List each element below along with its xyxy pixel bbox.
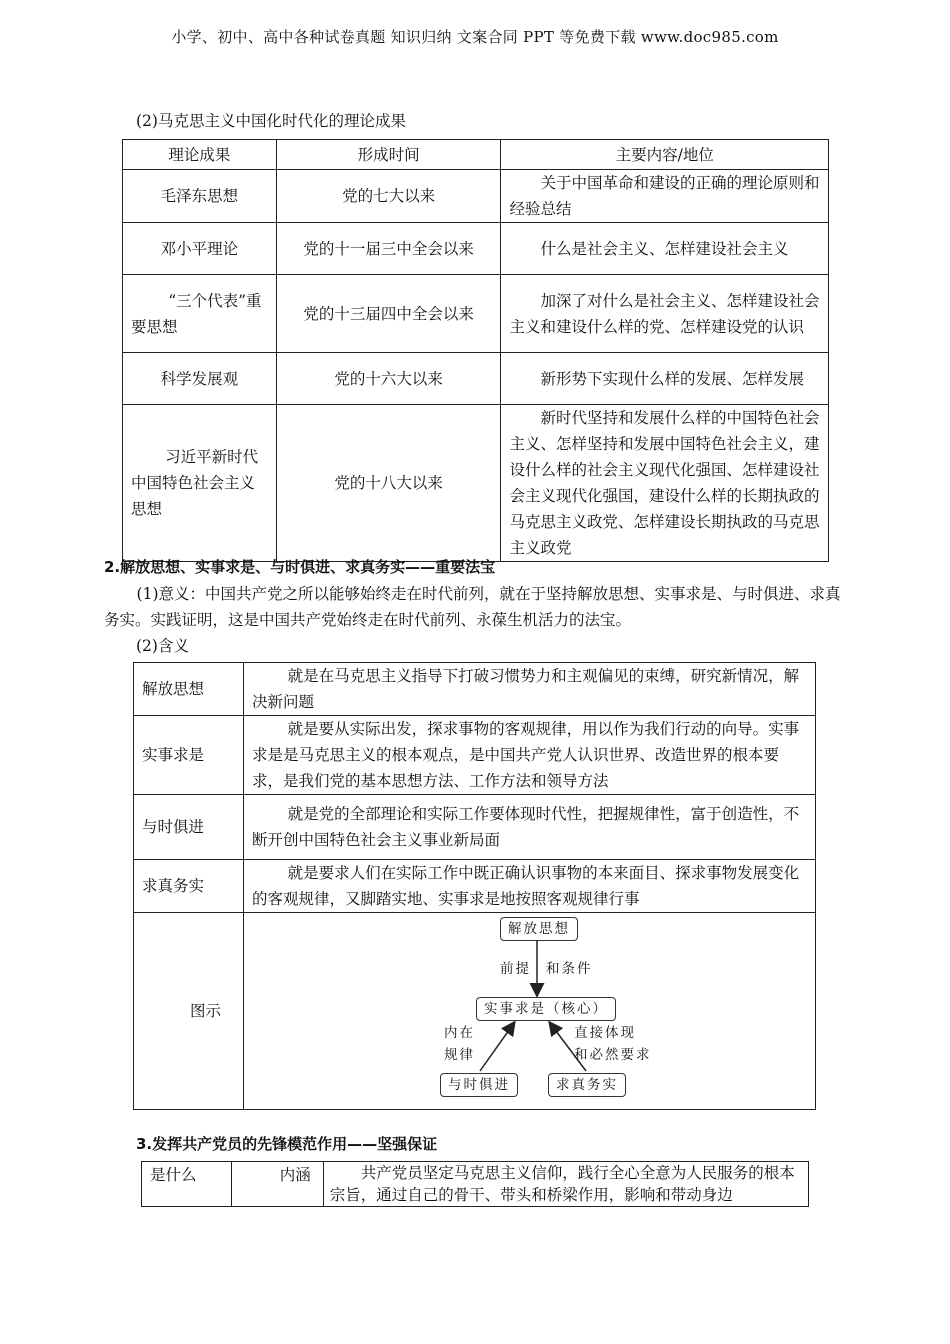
relationship-diagram [244, 913, 815, 1109]
theory-content: 关于中国革命和建设的正确的理论原则和经验总结 [501, 170, 829, 223]
formation-time: 党的十八大以来 [276, 405, 501, 562]
row-label-connotation: 内涵 [231, 1162, 323, 1207]
node-liberate-thought: 解放思想 [500, 917, 578, 941]
table-row [123, 275, 829, 353]
arrow-left-to-mid [480, 1023, 514, 1071]
node-pragmatic: 求真务实 [548, 1073, 626, 1097]
subsection-title-meaning: (2)含义 [136, 637, 189, 655]
theory-name: “三个代表”重要思想 [123, 275, 277, 353]
table-row [142, 1162, 809, 1207]
concept-text: 就是党的全部理论和实际工作要体现时代性，把握规律性，富于创造性，不断开创中国特色社会主义事业新局面 [244, 795, 816, 860]
theory-content: 新形势下实现什么样的发展、怎样发展 [501, 353, 829, 405]
node-keep-pace: 与时俱进 [440, 1073, 518, 1097]
table-row [123, 405, 829, 562]
concept-text: 就是要求人们在实际工作中既正确认识事物的本来面目、探求事物发展变化的客观规律，又脚踏实地、实事求是地按照客观规律行事 [244, 860, 816, 913]
section-heading-3: 3.发挥共产党员的先锋模范作用——坚强保证 [136, 1135, 438, 1153]
diagram-cell [244, 913, 816, 1110]
formation-time: 党的十三届四中全会以来 [276, 275, 501, 353]
subsection-title-theory: (2)马克思主义中国化时代化的理论成果 [136, 112, 406, 130]
table-row [123, 223, 829, 275]
table-row [123, 170, 829, 223]
meaning-paragraph: (1)意义：中国共产党之所以能够始终走在时代前列，就在于坚持解放思想、实事求是、与时俱进、求真务实。实践证明，这是中国共产党始终走在时代前列、永葆生机活力的法宝。 [104, 585, 841, 629]
theory-name: 毛泽东思想 [123, 170, 277, 223]
formation-time: 党的七大以来 [276, 170, 501, 223]
table-header-row [123, 140, 829, 170]
concept-text: 就是要从实际出发，探求事物的客观规律，用以作为我们行动的向导。实事求是是马克思主义的根本观点，是中国共产党人认识世界、改造世界的根本要求，是我们党的基本思想方法、工作方法和领导方法 [244, 716, 816, 795]
formation-time: 党的十六大以来 [276, 353, 501, 405]
label-direct: 直接体现 [574, 1025, 636, 1041]
header-cell: 理论成果 [123, 140, 277, 170]
concept-label: 与时俱进 [134, 795, 244, 860]
theory-name: 习近平新时代中国特色社会主义思想 [123, 405, 277, 562]
table-row [134, 860, 816, 913]
label-law: 规律 [444, 1047, 475, 1063]
connotation-text: 共产党员坚定马克思主义信仰，践行全心全意为人民服务的根本宗旨，通过自己的骨干、带头和桥梁作用，影响和带动身边 [323, 1162, 808, 1207]
concept-label: 实事求是 [134, 716, 244, 795]
table-row [123, 353, 829, 405]
concept-text: 就是在马克思主义指导下打破习惯势力和主观偏见的束缚，研究新情况，解决新问题 [244, 663, 816, 716]
label-requirement: 和必然要求 [574, 1047, 652, 1063]
table-row [134, 795, 816, 860]
theory-table [122, 139, 829, 562]
theory-content: 加深了对什么是社会主义、怎样建设社会主义和建设什么样的党、怎样建设党的认识 [501, 275, 829, 353]
page-header: 小学、初中、高中各种试卷真题 知识归纳 文案合同 PPT 等免费下载 www.doc985.com [171, 28, 779, 46]
party-member-table [141, 1161, 809, 1207]
theory-name: 科学发展观 [123, 353, 277, 405]
theory-content: 新时代坚持和发展什么样的中国特色社会主义、怎样坚持和发展中国特色社会主义，建设什么样的社会主义现代化强国、怎样建设社会主义现代化强国，建设什么样的长期执政的马克思主义政党、怎样建设长期执政的马克思主义政党 [501, 405, 829, 562]
table-row [134, 716, 816, 795]
diagram-label: 图示 [134, 913, 244, 1110]
meaning-table [133, 662, 816, 1110]
theory-name: 邓小平理论 [123, 223, 277, 275]
section-heading-2: 2.解放思想、实事求是、与时俱进、求真务实——重要法宝 [104, 558, 496, 576]
header-cell: 形成时间 [276, 140, 501, 170]
table-row [134, 913, 816, 1110]
concept-label: 解放思想 [134, 663, 244, 716]
header-cell: 主要内容/地位 [501, 140, 829, 170]
label-condition: 和条件 [546, 961, 593, 977]
row-label-what: 是什么 [142, 1162, 232, 1207]
label-inner: 内在 [444, 1025, 475, 1041]
node-seek-truth-core: 实事求是（核心） [476, 997, 616, 1021]
label-premise: 前提 [500, 961, 531, 977]
theory-content: 什么是社会主义、怎样建设社会主义 [501, 223, 829, 275]
formation-time: 党的十一届三中全会以来 [276, 223, 501, 275]
table-row [134, 663, 816, 716]
concept-label: 求真务实 [134, 860, 244, 913]
